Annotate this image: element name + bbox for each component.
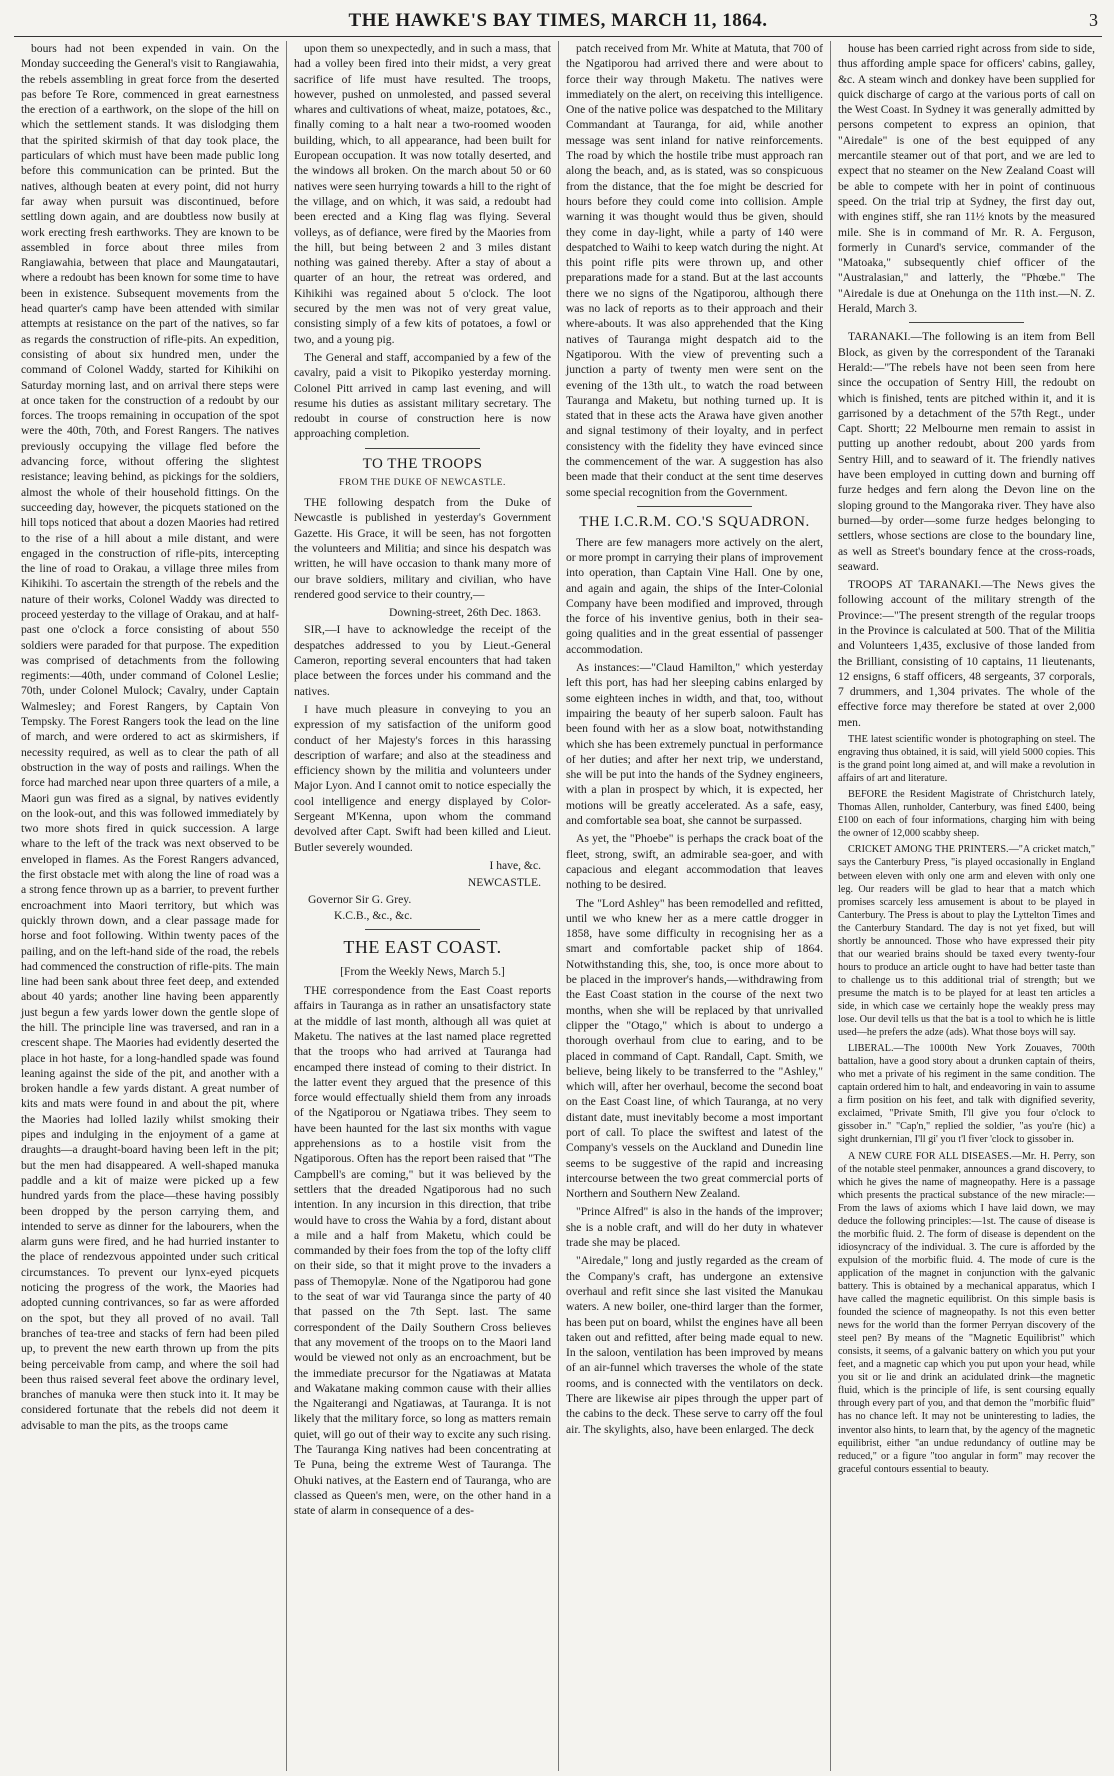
column-3 <box>558 41 830 1771</box>
news-brief: THE latest scientific wonder is photographing on steel. The engraving thus obtained, it is said, will yield 5000 copies. This is the grand point long aimed at, and will make a revolution in affairs of art and literature. <box>838 734 1095 785</box>
troops-heading: TO THE TROOPS <box>362 455 483 472</box>
despatch-paragraph: I have much pleasure in conveying to you an expression of my satisfaction of the uniform good conduct of her Majesty's forces in this harassing description of warfare; and also at the steadiness and efficiency shown by the militia and volunteers under Major Lyon. And I cannot omit to notice especially the cool intelligence and energy displayed by Color-Sergeant M'Kenna, upon whom the command devolved after Capt. Swift had been killed and Lieut. Butler severely wounded. <box>294 702 551 854</box>
news-brief: LIBERAL.—The 1000th New York Zouaves, 700th battalion, have a good story about a drunken captain of theirs, who met a private of his regiment in the same condition. The captain ordered him to halt, and endeavoring in vain to assume a firm position on his feet, and talk with dignified severity, exclaimed, "Private Smith, I'll give you four o'clock to gissober in." "Cap'n," replied the soldier, "as you're (hic) a sight drunkernian, I'll gi' you t'l fiver 'clock to gissober in. <box>838 1043 1095 1146</box>
page-number: 3 <box>1089 10 1098 30</box>
despatch-signer: NEWCASTLE. <box>467 876 541 890</box>
article-paragraph: house has been carried right across from side to side, thus affording ample space for officers' cabins, galley, &c. A steam winch and donkey have been supplied for quick discharge of cargo at the various ports of call on the West Coast. In Sydney it was generally admitted by persons competent to express an opinion, that "Airedale" is one of the best equipped of any mercantile steamer out of that port, and we are led to expect that no steamer on the New Zealand Coast will be able to compete with her in point of continuous speed. On the trial trip at Sydney, the first day out, with engines stiff, she ran 11½ knots by the measured mile. She is in command of Mr. R. A. Ferguson, formerly in Cunard's service, commander of the "Matoaka," subsequently chief officer of the "Australasian," and latterly, the "Phœbe." The "Airedale is due at Onehunga on the 11th inst.—N. Z. Herald, March 3. <box>838 42 1095 316</box>
squadron-heading: THE I.C.R.M. CO.'S SQUADRON. <box>579 513 810 530</box>
article-paragraph: The General and staff, accompanied by a few of the cavalry, paid a visit to Pikopiko yesterday morning. Colonel Pitt arrived in camp last evening, and will resume his duties as assistant military secretary. The redoubt in course of construction here is now approaching completion. <box>294 350 551 441</box>
article-paragraph: "Airedale," long and justly regarded as the cream of the Company's craft, has undergone an extensive overhaul and refit since she last visited the Manukau waters. A new boiler, one-third larger than the former, has been put on board, whilst the engines have all been taken out and refitted, after being made equal to new. In the saloon, ventilation has been improved by means of an air-funnel which traverses the whole of the state rooms, and is connected with the ventilators on deck. There are likewise air pipes through the upper part of the cabins to the deck. These serve to carry off the foul air. The skylights, also, have been enlarged. The deck <box>566 1254 823 1436</box>
despatch-closing: I have, &c. <box>489 858 541 872</box>
section-divider <box>909 322 1025 323</box>
newspaper-title: THE HAWKE'S BAY TIMES, MARCH 11, 1864. <box>348 10 768 31</box>
column-2 <box>286 41 558 1771</box>
section-divider <box>365 448 481 449</box>
section-divider <box>637 506 753 507</box>
article-paragraph: bours had not been expended in vain. On the Monday succeeding the General's visit to Rangiawahia, the rebels assembling in great force from the deserted pas before Te Rore, commenced in great earnestness the erection of a earthwork, on the slope of the hill on which the settlement stands. It was dislodging them that the spirited skirmish of that day took place, the particulars of which must have been made public long before this communication can be printed. But the natives, although beaten at every point, did not hurry far away when pursuit was discontinued, before settling down again, and are doubtless now busily at work erecting fresh earthworks. They are known to be assembled in force about three miles from Rangiawahia, between that place and Maungatautari, where a redoubt has been known for some time to have been in existence. Subsequent movements from the head quarter's camp have been attended with similar attempts at resistance on the part of the natives, so far as regards the construction of rifle-pits. An expedition, consisting of about six hundred men, under the command of Colonel Waddy, started for Kihikihi on Saturday morning last, and on arrival there steps were at once taken for the construction of a redoubt by our forces. The troops remaining in occupation of the spot were the 40th, 70th, and Forest Rangers. The natives previously occupying the village fled before the advancing force, without offering the slightest resistance; leaving behind, as pickings for the soldiers, almost the whole of their household fittings. On the succeeding day, however, the picquets stationed on the hill tops noticed that about a dozen Maories had retired to the rise of a hill about a mile distant, and were engaged in the construction of rifle-pits, intercepting the line of road to Orakau, a village three miles from Kihikihi. To ascertain the strength of the rebels and the nature of their works, Colonel Waddy was directed to proceed yesterday to the village of Orakau, and at half-past one o'clock a force consisting of about 550 soldiers were paraded for that purpose. The expedition was comprised of detachments from the following regiments:—40th, under command of Colonel Leslie; 70th, under Colonel Mulock; Cavalry, under Captain Walmesley; and Forest Rangers, by Captain Von Tempsky. The Forest Rangers took the lead on the line of march, and were ordered to act as skirmishers, if necessity required, as well as to clear the path of all obstruction in the way of posts and railings. When the force had marched near upon three quarters of a mile, a Maori gun was fired as a signal, by natives evidently on the look-out, and this was followed immediately by two more shots fired in quick succession. A large whare to the left of the track was next observed to be enveloped in flames. As the Forest Rangers advanced, the first obstacle met with along the line of road was a a strong fence thrown up as a barrier, to prevent further encroachment into Maori territory, but which was quickly thrown down, and a clear passage made for horse and foot following. Within twenty paces of the pailing, and on the left-hand side of the road, the rebels had commenced the construction of rifle-pits. The main line had been sank about three feet deep, and extended about 40 yards; another line having been apparently just begun a few yards lower down the gentle slope of the hill. The principle line was traversed, and ran in a crescent shape. The Maories had evidently deserted the place in hot haste, for a long-handled spade was found leaning against the side of the pit, and another with a broken handle a few yards distant. A great number of kits and mats were found in and about the pit, where the Maories had lolled lazily whilst smoking their pipes and indulging in the enjoyment of a game at draughts—a draught-board having been left in the pit; but the men had disappeared. A well-shaped manuka paddle and a kit of maize were picked up a few hundred yards from the place—these having possibly been dropped by the person carrying them, and intended to serve as dinner for the labourers, when the alarm guns were fired, and he had hurried instanter to the place of rendezvous appointed under such critical circumstances. To prevent our lynx-eyed picquets noticing the progress of the work, the Maories had adopted cunning contrivances, so far as were afforded on the spot, but they all proved of no avail. Tall branches of tea-tree and stacks of fern had been piled up, to prevent the new earth thrown up from the pits being perceivable from camp, and where the soil had been thus raised several feet above the ordinary level, branches of manuka were then stuck into it. It may be considered fortunate that the rebels did not deem it advisable to man the pits, as the troops came <box>21 42 279 1432</box>
article-paragraph: THE correspondence from the East Coast reports affairs in Tauranga as in rather an unsatisfactory state at the middle of last month, although all was quiet at Maketu. The natives at the last named place regretted that the troops who had arrived at Tauranga had encamped there instead of coming to their district. In the latter event they argued that the presence of this force would effectually shield them from any inroads of the Ngatiporou or Ngatiawa tribes. They seem to have been haunted for the last six months with vague apprehensions as to a hostile visit from the Ngatiporous. Often has the report been raised that "The Campbell's are coming," but it was believed by the settlers that the dreaded Ngatiporous had no such intention. In any incursion in this direction, that tribe would have to cross the Wahia by a ford, distant about a mile and a half from Maketu, which could be commanded by their foes from the top of the lofty cliff on their side, so that it might prove to the invaders a pass of Themopylæ. None of the Ngatiporou had gone to the seat of war vid Tauranga since the party of 40 that passed on the 7th Sept. last. The same correspondent of the Daily Southern Cross believes that any movement of the troops on to the Maori land would be viewed not only as an encroachment, but be the immediate precursor for the Ngatiawas at Matata and Wakatane making common cause with their allies the Ngaiterangi and Ngatiawas, at Tauranga. It is not likely that the military force, so long as matters remain quiet, will go out of their way to excite any such rising. The Tauranga King natives had been concentrating at Te Puna, being the extreme West of Tauranga. The Ohuki natives, at the Eastern end of Tauranga, who are classed as Queen's men, were, on the other hand in a state of alarm in consequence of a des- <box>294 984 551 1518</box>
news-brief: A NEW CURE FOR ALL DISEASES.—Mr. H. Perry, son of the notable steel penmaker, announces a grand discovery, to which he gives the name of magneopathy. Here is a passage which presents the practical substance of the new miracle:—From the laws of axioms which I have laid down, we may deduce the following principles:—1st. The cause of disease is the morbific fluid. 2. The form of disease is dependent on the idiosyncracy of the individual. 3. The cure is afforded by the expulsion of the morbific fluid. 4. The mode of cure is the application of the magnet in conjunction with the galvanic battery. This is obtained by a mechanical apparatus, which I have called the magnetic equilibrist. On this simple basis is founded the science of magneopathy. Is not this even better news for the world than the former Perryan discovery of the steel pen? By means of the "Magnetic Equilibrist" which consists, it seems, of a galvanic battery on which you put your feet, and a magnetic cap which you put upon your head, while you sit or lie and drink an acidulated drink—the magnetic fluid, which is the principle of life, is sent coursing equally through every part of you, and that demon the "morbific fluid" has no chance left. It may not be uninteresting to ladies, the inventor also hints, to learn that, by the agency of the magnetic equilibrist, either "an undue redundancy of outline may be reduced," or a figure "too angular in form" may recover the graceful contours essential to beauty. <box>838 1150 1095 1475</box>
article-paragraph: As yet, the "Phoebe" is perhaps the crack boat of the fleet, strong, swift, an admirable sea-goer, and with capacious and elegant accommodation that leaves nothing to be desired. <box>566 832 823 892</box>
east-coast-heading: THE EAST COAST. <box>343 937 502 958</box>
troops-at-taranaki-item: TROOPS AT TARANAKI.—The News gives the following account of the military strength of the Province:—"The present strength of the regular troops in the Province is calculated at 500. That of the Militia and Volunteers 1,435, exclusive of those landed from the Brilliant, consisting of 10 captains, 11 lieutenants, 12 ensigns, 6 staff officers, 48 sergeants, 37 corporals, 7 drummers, and 1,304 privates. The whole of the effective force may therefore be stated at over 2,000 men. <box>838 578 1095 729</box>
taranaki-item: TARANAKI.—The following is an item from Bell Block, as given by the correspondent of the Taranaki Herald:—"The rebels have not been seen from here since the occupation of Sentry Hill, the redoubt on which is finished, tents are pitched within it, and it is garrisoned by a detachment of the 57th Regt., under Capt. Shortt; 22 Melbourne men remain to assist in putting up another redoubt, about 200 yards from Sentry Hill, and to seaward of it. The friendly natives have been employed in cutting down and burning off furze hedges and fern along the Devon line on the sloping ground to the Mangoraka river. They have also burned—by order—some furze hedges belonging to settlers, whose sections are close to the boundary line, as well as Street's boundary fence at the cross-roads, seaward. <box>838 330 1095 573</box>
article-columns <box>14 41 1102 1771</box>
despatch-paragraph: SIR,—I have to acknowledge the receipt of the despatches addressed to you by Lieut.-General Cameron, reporting several encounters that had taken place between the forces under his command and the natives. <box>294 623 551 698</box>
despatch-dateline: Downing-street, 26th Dec. 1863. <box>389 606 541 620</box>
despatch-addressee: Governor Sir G. Grey. <box>308 893 412 907</box>
article-paragraph: upon them so unexpectedly, and in such a mass, that had a volley been fired into their midst, a very great sacrifice of life must have resulted. The troops, however, pushed on unmolested, and passed several whares and cultivations of wheat, maize, potatoes, &c., finally coming to a halt near a two-roomed wooden building, which, to all appearance, had been built for European occupation. It was now totally deserted, and the windows all broken. On the march about 50 or 60 natives were seen hurrying towards a hill to the right of the village, and on which, it was said, a redoubt had been erected and a King flag was flying. Several volleys, as of defiance, were fired by the Maories from the hill, but being between 2 and 3 miles distant nothing was gained thereby. After a stay of about a quarter of an hour, the retreat was ordered, and Kihikihi was regained about 5 o'clock. The loot secured by the men was not of very great value, consisting simply of a few kits of potatoes, a fowl or two, and a young pig. <box>294 42 551 346</box>
article-paragraph: "Prince Alfred" is also in the hands of the improver; she is a noble craft, and will do her duty in whatever trade she may be placed. <box>566 1205 823 1250</box>
news-brief: BEFORE the Resident Magistrate of Christchurch lately, Thomas Allen, runholder, Canterbury, was fined £400, being £100 on each of four informations, charging him with being the owner of 12,000 scabby sheep. <box>838 789 1095 840</box>
despatch-addressee-title: K.C.B., &c., &c. <box>334 908 413 922</box>
troops-intro: THE following despatch from the Duke of Newcastle is published in yesterday's Government Gazette. His Grace, it will be seen, has not forgotten the volunteers and Militia; and since his despatch was written, he will have occasion to thank many more of our brave soldiers, military and civilian, who have rendered good service to their country,— <box>294 496 551 601</box>
column-4 <box>830 41 1102 1771</box>
news-brief: CRICKET AMONG THE PRINTERS.—"A cricket match," says the Canterbury Press, "is played occasionally in England between eleven with only one arm and eleven with only one leg. Our readers will be glad to hear that a match which promises scarcely less amusement is about to be played in Canterbury. The Press is about to play the Lyttelton Times and the Canterbury Standard. The day is not yet fixed, but will shortly be announced. Those who have expressed their pity that our wearied brains should be taxed every twenty-four hours to produce an article ought to have had better taste than to challenge us to this additional trial of strength; but we presume the match is to be played for at least ten articles a side, in which case we certainly hope the weakly press may lose. Our devil tells us that the bat is a tool to which he is little used—he prefers the adze (ads). What those boys will say. <box>838 844 1095 1039</box>
masthead <box>14 6 1102 37</box>
article-paragraph: There are few managers more actively on the alert, or more prompt in carrying their plans of improvement into operation, than Captain Vine Hall. One by one, and again and again, the ships of the Inter-Colonial Company have been modified and improved, through the force of his inventive genius, both in their sea-going qualities and in the great essential of passenger accommodation. <box>566 535 823 656</box>
east-coast-source: [From the Weekly News, March 5.] <box>340 964 505 978</box>
article-paragraph: patch received from Mr. White at Matuta, that 700 of the Ngatiporou had arrived there and were about to force their way through Maketu. The natives were immediately on the alert, on receiving this intelligence. One of the native police was despatched to the Military Commandant at Tauranga, for aid, while another message was sent inland for native reinforcements. The road by which the hostile tribe must approach ran along the beach, and, as is stated, was so conspicuous from the distance, that the foe might be descried for hours before they could come into collision. Ample warning it was thought would thus be given, should they come in day-light, while a party of 140 were despatched to Waihi to keep watch during the night. At this point rifle pits were thrown up, and other preparations made for a stand. But at the last accounts there we no signs of the Ngatiporou, although there was no lack of reports as to their approach and their where-abouts. It was also apprehended that the King natives of Tauranga might despatch aid to the Ngatiporou. With the view of preventing such a junction a party of twenty men were sent on the evening of the 13th ult., to watch the road between Tauranga and Maketu, but nothing turned up. It is stated that in these acts the Arawa have given another and signal testimony of their loyalty, and in perfect consistency with the fidelity they have evinced since the commencement of the war. A suggestion has also been made that their conduct at the sent time deserves some special recognition from the Government. <box>566 42 823 499</box>
article-paragraph: The "Lord Ashley" has been remodelled and refitted, until we who knew her as a mere cattle drogger in 1858, have some difficulty in recognising her as a smart and comfortable packet ship of 1864. Notwithstanding this, she, too, is once more about to be placed in the improver's hands,—withdrawing from the East Coast station in the course of the next two months, when she will be replaced by that unrivalled clipper the "Otago," which is about to undergo a thorough overhaul from clue to earing, and to be placed in command of Capt. Randall, Capt. Smith, we believe, being likely to be transferred to the "Ashley," which will, after her overhaul, become the second boat on the East Coast line, of which Tauranga, at no very distant date, must inevitably become a most important port of call. To place the swiftest and latest of the Company's vessels on the Auckland and Dunedin line seems to be suggestive of the rapid and increasing intercourse between the two great commercial ports of Northern and Southern New Zealand. <box>566 896 823 1201</box>
troops-subheading: FROM THE DUKE OF NEWCASTLE. <box>339 477 506 488</box>
section-divider <box>365 929 481 930</box>
article-paragraph: As instances:—"Claud Hamilton," which yesterday left this port, has had her sleeping cabins enlarged by some eighteen inches in width, and that, too, without impairing the beauty of her superb saloon. Fault has been found with her as a slow boat, notwithstanding which she has been extremely punctual in performance of her duties; and after her next trip, we understand, she will be put into the hands of the Sydney engineers, with a plan in prospect by which, it is expected, her motions will be greatly accelerated. As a safe, easy, and comfortable sea boat, she cannot be surpassed. <box>566 661 823 828</box>
column-1 <box>14 41 286 1771</box>
